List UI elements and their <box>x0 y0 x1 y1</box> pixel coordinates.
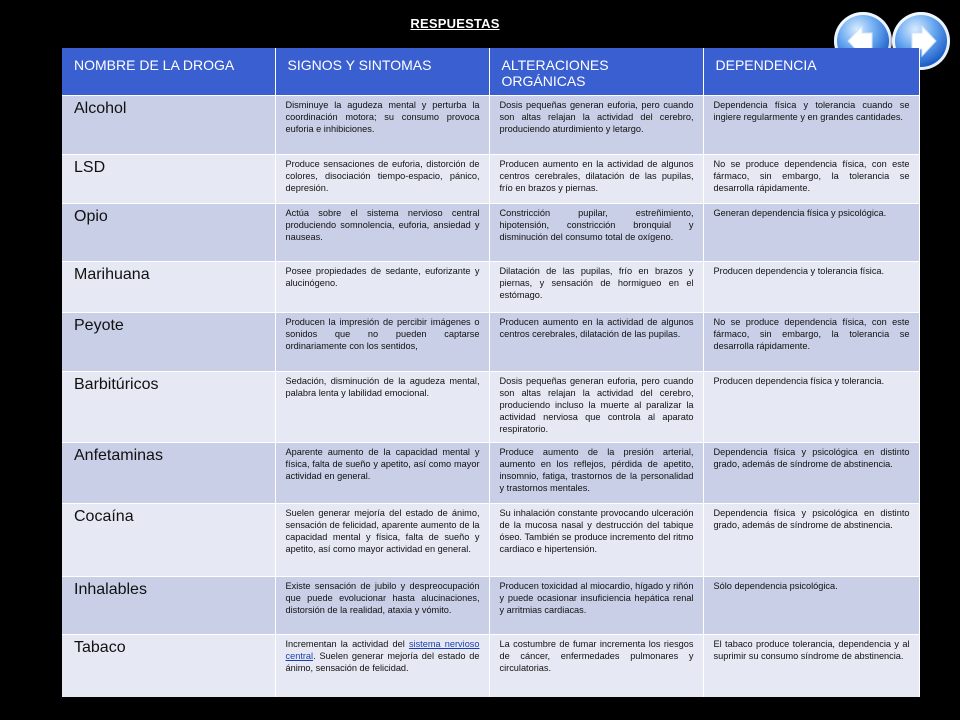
signs-cell: Existe sensación de jubilo y despreocupación que puede evolucionar hasta alucinaciones, distorsión de la realidad, ataxia y vómito. <box>275 577 489 635</box>
drug-name-cell: Anfetaminas <box>62 443 275 504</box>
nervous-system-link[interactable]: sistema nervioso central <box>285 639 480 662</box>
header-drug-name: NOMBRE DE LA DROGA <box>62 48 275 96</box>
signs-cell: Posee propiedades de sedante, euforizante y alucinógeno. <box>275 262 489 313</box>
slide-title: RESPUESTAS <box>410 16 500 31</box>
drug-name-cell: Tabaco <box>62 635 275 697</box>
dependence-cell: El tabaco produce tolerancia, dependencia y al suprimir su consumo síndrome de abstinencia. <box>703 635 919 697</box>
alterations-cell: Producen toxicidad al miocardio, hígado y riñón y puede ocasionar insuficiencia hepática renal y arritmias cardiacas. <box>489 577 703 635</box>
signs-cell: Suelen generar mejoría del estado de ánimo, sensación de felicidad, aparente aumento de la capacidad mental y física, falta de sueño y apetito, así como mayor actividad en general. <box>275 504 489 577</box>
dependence-cell: Dependencia física y tolerancia cuando se ingiere regularmente y en grandes cantidades. <box>703 96 919 155</box>
drug-name-cell: Opio <box>62 204 275 262</box>
drug-name-cell: Cocaína <box>62 504 275 577</box>
dependence-cell: Producen dependencia física y tolerancia. <box>703 372 919 443</box>
table-row <box>62 96 919 155</box>
signs-cell: Aparente aumento de la capacidad mental y física, falta de sueño y apetito, así como mayor actividad en general. <box>275 443 489 504</box>
header-dependence: DEPENDENCIA <box>703 48 919 96</box>
drug-name-cell: Marihuana <box>62 262 275 313</box>
table-row <box>62 155 919 204</box>
dependence-cell: Dependencia física y psicológica en distinto grado, además de síndrome de abstinencia. <box>703 504 919 577</box>
dependence-cell: No se produce dependencia física, con este fármaco, sin embargo, la tolerancia se desarrolla rápidamente. <box>703 155 919 204</box>
drug-name-cell: Barbitúricos <box>62 372 275 443</box>
table-row <box>62 443 919 504</box>
alterations-cell: Constricción pupilar, estreñimiento, hipotensión, constricción bronquial y disminución del consumo total de oxígeno. <box>489 204 703 262</box>
table-row <box>62 635 919 697</box>
alterations-cell: Producen aumento en la actividad de algunos centros cerebrales, dilatación de las pupilas. <box>489 313 703 372</box>
dependence-cell: Sólo dependencia psicológica. <box>703 577 919 635</box>
dependence-cell: Producen dependencia y tolerancia física. <box>703 262 919 313</box>
table-row <box>62 372 919 443</box>
drug-name-cell: Inhalables <box>62 577 275 635</box>
signs-text-after: . Suelen generar mejoría del estado de ánimo, sensación de felicidad. <box>285 651 480 674</box>
alterations-cell: La costumbre de fumar incrementa los riesgos de cáncer, enfermedades pulmonares y circulatorias. <box>489 635 703 697</box>
signs-cell <box>275 635 489 697</box>
alterations-cell: Su inhalación constante provocando ulceración de la mucosa nasal y destrucción del tabique óseo. También se produce incremento del ritmo cardiaco e hipertensión. <box>489 504 703 577</box>
drugs-table <box>62 48 920 697</box>
dependence-cell: Dependencia física y psicológica en distinto grado, además de síndrome de abstinencia. <box>703 443 919 504</box>
header-signs: SIGNOS Y SINTOMAS <box>275 48 489 96</box>
signs-cell: Produce sensaciones de euforia, distorción de colores, disociación tiempo-espacio, pánico, depresión. <box>275 155 489 204</box>
drug-name-cell: LSD <box>62 155 275 204</box>
signs-text-before: Incrementan la actividad del <box>285 639 409 649</box>
drug-name-cell: Peyote <box>62 313 275 372</box>
table-row <box>62 504 919 577</box>
alterations-cell: Producen aumento en la actividad de algunos centros cerebrales, dilatación de las pupilas, frío en brazos y piernas. <box>489 155 703 204</box>
table-header-row <box>62 48 919 96</box>
alterations-cell: Dosis pequeñas generan euforia, pero cuando son altas relajan la actividad del cerebro, produciendo incluso la muerte al paralizar la actividad nerviosa que controla al aparato respiratorio. <box>489 372 703 443</box>
alterations-cell: Produce aumento de la presión arterial, aumento en los reflejos, pérdida de apetito, insomnio, fatiga, trastornos de la personalidad y trastornos mentales. <box>489 443 703 504</box>
header-alterations: ALTERACIONES ORGÁNICAS <box>489 48 703 96</box>
table-row <box>62 204 919 262</box>
drug-name-cell: Alcohol <box>62 96 275 155</box>
dependence-cell: Generan dependencia física y psicológica. <box>703 204 919 262</box>
table-row <box>62 313 919 372</box>
dependence-cell: No se produce dependencia física, con este fármaco, sin embargo, la tolerancia se desarrolla rápidamente. <box>703 313 919 372</box>
alterations-cell: Dilatación de las pupilas, frío en brazos y piernas, y sensación de hormigueo en el estómago. <box>489 262 703 313</box>
alterations-cell: Dosis pequeñas generan euforia, pero cuando son altas relajan la actividad del cerebro, produciendo aturdimiento y letargo. <box>489 96 703 155</box>
signs-cell: Producen la impresión de percibir imágenes o sonidos que no pueden captarse ordinariamente con los sentidos, <box>275 313 489 372</box>
signs-cell: Sedación, disminución de la agudeza mental, palabra lenta y labilidad emocional. <box>275 372 489 443</box>
signs-cell: Disminuye la agudeza mental y perturba la coordinación motora; su consumo provoca euforia e inhibiciones. <box>275 96 489 155</box>
signs-cell: Actúa sobre el sistema nervioso central produciendo somnolencia, euforia, ansiedad y nauseas. <box>275 204 489 262</box>
table-row <box>62 577 919 635</box>
table-row <box>62 262 919 313</box>
